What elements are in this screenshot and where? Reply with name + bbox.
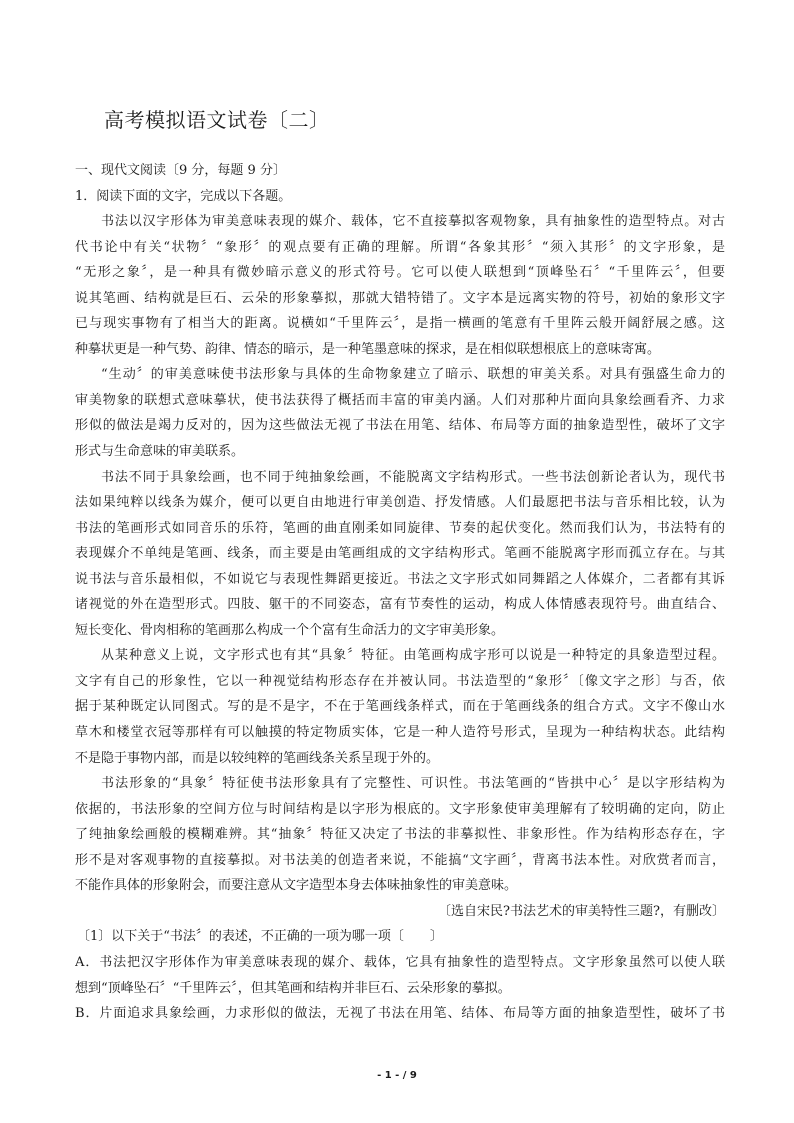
passage-line: 形不是对客观事物的直接摹拟。对书法美的创造者来说，不能搞“文字画〞，背离书法本性。对欣赏者而言，: [75, 852, 725, 868]
passage-line: 了纯抽象绘画般的模糊难辨。其“抽象〞特征又决定了书法的非摹拟性、非象形性。作为结构形态存在，字: [75, 827, 725, 843]
passage-line: 据于某种既定认同图式。写的是不是字，不在于笔画线条样式，而在于笔画线条的组合方式。文字不像山水: [75, 699, 725, 715]
passage-paragraph: [75, 771, 725, 899]
passage-line: 草木和楼堂衣冠等那样有可以触摸的特定物质实体，它是一种人造符号形式，呈现为一种结构状态。此结构: [75, 725, 725, 741]
passage-line: 从某种意义上说，文字形式也有其“具象〞特征。由笔画构成字形可以说是一种特定的具象造型过程。: [101, 648, 725, 664]
answer-option-a: [75, 950, 725, 1001]
passage-line: 文字有自己的形象性，它以一种视觉结构形态存在并被认同。书法造型的“象形〞〔像文字之形〕与否，依: [75, 673, 725, 689]
passage-line: 代书论中有关“状物〞“象形〞的观点要有正确的理解。所谓“各象其形〞“须入其形〞的文字形象，是: [75, 239, 725, 255]
passage-line: “无形之象〞，是一种具有微妙暗示意义的形式符号。它可以使人联想到“顶峰坠石〞“千里阵云〞，但要: [75, 265, 725, 281]
answer-option-b: [75, 1001, 725, 1027]
passage-line: 说其笔画、结构就是巨石、云朵的形象摹拟，那就大错特错了。文字本是远离实物的符号，初始的象形文字: [75, 290, 725, 306]
passage-line: 书法以汉字形体为审美意味表现的媒介、载体，它不直接摹拟客观物象，具有抽象性的造型特点。对古: [101, 214, 725, 230]
source-citation: 〔选自宋民?书法艺术的审美特性三题?，有删改〕: [438, 903, 725, 919]
passage-line: 审美物象的联想式意味摹状，使书法获得了概括而丰富的审美内涵。人们对那种片面向具象绘画看齐、力求: [75, 392, 725, 408]
passage-line: 表现媒介不单纯是笔画、线条，而主要是由笔画组成的文字结构形式。笔画不能脱离字形而孤立存在。与其: [75, 546, 725, 562]
option-line: A．书法把汉字形体作为审美意味表现的媒介、载体，它具有抽象性的造型特点。文字形象虽然可以使人联: [75, 954, 725, 970]
option-line: 想到“顶峰坠石〞“千里阵云〞，但其笔画和结构并非巨石、云朵形象的摹拟。: [75, 980, 511, 996]
passage-line: 书法形象的“具象〞特征使书法形象具有了完整性、可识性。书法笔画的“皆拱中心〞是以字形结构为: [101, 776, 725, 792]
passage-line: 依据的，书法形象的空间方位与时间结构是以字形为根底的。文字形象使审美理解有了较明确的定向，防止: [75, 801, 725, 817]
passage-line: 已与现实事物有了相当大的距离。说横如“千里阵云〞，是指一横画的笔意有千里阵云般开阔舒展之感。这: [75, 316, 725, 332]
passage-line: 短长变化、骨肉相称的笔画那么构成一个个富有生命活力的文字审美形象。: [75, 622, 505, 638]
passage-paragraph: [75, 643, 725, 771]
passage-line: 诸视觉的外在造型形式。四肢、躯干的不同姿态，富有节奏性的运动，构成人体情感表现符号。曲直结合、: [75, 597, 725, 613]
passage-line: 形式与生命意味的审美联系。: [75, 444, 245, 460]
passage-line: 不是隐于事物内部，而是以较纯粹的笔画线条关系呈现于外的。: [75, 750, 440, 766]
passage-paragraph: [75, 362, 725, 464]
subquestion-stem: 〔1〕以下关于“书法〞的表述，不正确的一项为哪一项〔 〕: [77, 929, 443, 945]
question-intro: 1．阅读下面的文字，完成以下各题。: [75, 188, 292, 204]
page-number: - 1 - / 9: [377, 1070, 417, 1081]
passage-line: 书法不同于具象绘画，也不同于纯抽象绘画，不能脱离文字结构形式。一些书法创新论者认为，现代书: [101, 469, 725, 485]
option-line: B．片面追求具象绘画，力求形似的做法，无视了书法在用笔、结体、布局等方面的抽象造型性，破坏了书: [75, 1006, 725, 1022]
passage-line: 不能作具体的形象附会，而要注意从文字造型本身去体味抽象性的审美意味。: [75, 878, 518, 894]
section-heading: 一、现代文阅读〔9 分，每题 9 分〕: [75, 163, 286, 178]
passage-line: 法如果纯粹以线条为媒介，便可以更自由地进行审美创造、抒发情感。人们最愿把书法与音乐相比较，认为: [75, 495, 725, 511]
passage-line: 形似的做法是竭力反对的，因为这些做法无视了书法在用笔、结体、布局等方面的抽象造型性，破坏了文字: [75, 418, 725, 434]
passage-paragraph: [75, 209, 725, 362]
document-body: [75, 158, 725, 1027]
passage-line: 书法的笔画形式如同音乐的乐符，笔画的曲直刚柔如同旋律、节奏的起伏变化。然而我们认为，书法特有的: [75, 520, 725, 536]
page-title: 高考模拟语文试卷〔二〕: [104, 108, 330, 132]
passage-line: “生动〞的审美意味使书法形象与具体的生命物象建立了暗示、联想的审美关系。对具有强盛生命力的: [101, 367, 725, 383]
passage-line: 说书法与音乐最相似，不如说它与表现性舞蹈更接近。书法之文字形式如同舞蹈之人体媒介，二者都有其诉: [75, 571, 725, 587]
passage-paragraph: [75, 465, 725, 644]
passage-line: 种摹状更是一种气势、韵律、情态的暗示，是一种笔墨意味的探求，是在相似联想根底上的意味寄寓。: [75, 341, 661, 357]
